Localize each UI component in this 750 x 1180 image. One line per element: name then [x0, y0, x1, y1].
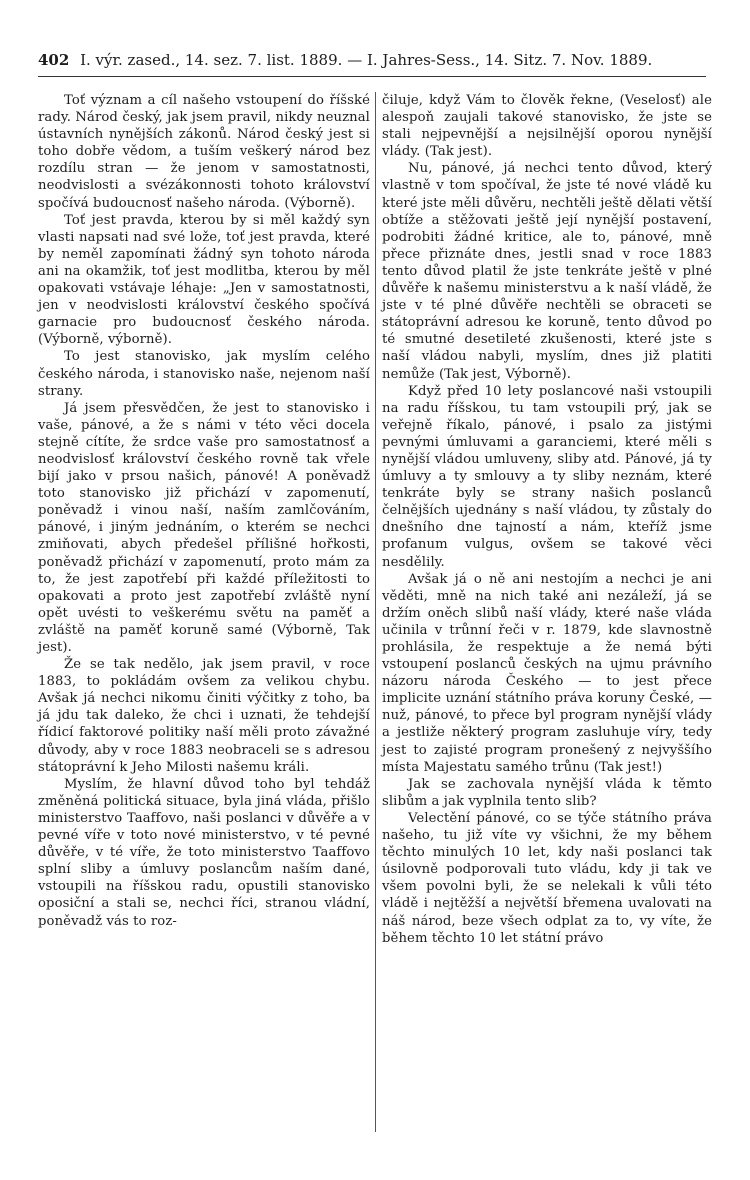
running-header: [38, 48, 706, 72]
paragraph: Že se tak nedělo, jak jsem pravil, v roce 1883, to pokládám ovšem za velikou chybu. Avšak já nechci nikomu činiti výčitky z toho, ba já jdu tak daleko, že chci i uznati, že tehdejší řídicí faktorové politiky naší měli proto závažné důvody, aby v roce 1883 neobraceli se s adresou státoprávní k Jeho Milosti našemu králi.: [38, 657, 370, 775]
paragraph: čiluje, když Vám to člověk řekne, (Veselosť) ale alespoň zaujali takové stanovisko, že jste se stali nejpevnější a nejsilnější oporou nynější vlády. (Tak jest).: [382, 93, 712, 160]
paragraph: Myslím, že hlavní důvod toho byl tehdáž změněná politická situace, byla jiná vláda, přišlo ministerstvo Taaffovo, naši poslanci v důvěře a v pevné víře v toto nové ministerstvo, v té pevné důvěře, v té víře, že toto ministerstvo Taaffovo splní sliby a úmluvy poslancům naším dané, vstoupili na říšskou radu, opustili stanovisko oposiční a stali se, nechci říci, stranou vládní, poněvadž vás to roz-: [38, 776, 370, 929]
header-rule: [38, 76, 706, 77]
paragraph: To jest stanovisko, jak myslím celého českého národa, i stanovisko naše, nejenom naší strany.: [38, 349, 370, 399]
paragraph: Toť význam a cíl našeho vstoupení do říšské rady. Národ český, jak jsem pravil, nikdy neuznal ústavních nynějších zákonů. Národ český jest si toho dobře vědom, a tuším veškerý národ bez rozdílu stran — že jenom v samostatnosti, neodvislosti a svézákonnosti tohoto království spočívá budoucnosť našeho národa. (Výborně).: [38, 93, 370, 211]
paragraph: Jak se zachovala nynější vláda k těmto slibům a jak vyplnila tento slib?: [382, 776, 712, 809]
paragraph: Velectění pánové, co se týče státního práva našeho, tu již víte vy všichni, že my během těchto minulých 10 let, kdy naši poslanci tak úsilovně podporovali tuto vládu, kdy ji tak ve všem povolni byli, že se nelekali k vůli této vládě i nejtěžší a největší břemena uvalovati na náš národ, beze všech odplat za to, vy víte, že během těchto 10 let státní právo: [382, 810, 712, 946]
paragraph: Já jsem přesvědčen, že jest to stanovisko i vaše, pánové, a že s námi v této věci docela stejně cítíte, že srdce vaše pro samostatnosť a neodvislosť království českého rovně tak vřele bijí jako v prsou našich, pánové! A poněvadž toto stanovisko již přichází v zapomenutí, poněvadž i vinou naší, naším zamlčováním, pánové, i jiným jednáním, o kterém se nechci zmiňovati, abych předešel přílišné hořkosti, poněvadž přichází v zapomenutí, proto mám za to, že jest zapotřebí při každé příležitosti to opakovati a proto jest zapotřebí zvláště nyní opět uvésti to veškerému světu na paměť a zvláště na paměť koruně samé (Výborně, Tak jest).: [38, 400, 370, 655]
header-dash: —: [347, 51, 363, 69]
page-number: 402: [38, 51, 70, 69]
header-german-title: I. Jahres-Sess., 14. Sitz. 7. Nov. 1889.: [366, 51, 653, 69]
paragraph: Avšak já o ně ani nestojím a nechci je ani věděti, mně na nich také ani nezáleží, já se držím oněch slibů naší vlády, které naše vláda učinila v trůnní řeči v r. 1879, kde slavnostně prohlásila, že respektuje a že nemá býti vstoupení poslanců českých na ujmu právního názoru národa Českého — to jest přece implicite uznání státního práva koruny České, — nuž, pánové, to přece byl program nynější vlády a jestliže některý program zasluhuje víry, tedy jest to zajisté program pronešený z nejvyššího místa Majestatu samého trůnu (Tak jest!): [382, 571, 712, 775]
header-czech-title: I. výr. zased., 14. sez. 7. list. 1889.: [80, 51, 343, 69]
column-divider: [375, 92, 376, 1132]
left-column: [38, 92, 370, 930]
right-column: [382, 92, 712, 947]
paragraph: Když před 10 lety poslancové naši vstoupili na radu říšskou, tu tam vstoupili prý, jak se veřejně říkalo, pánové, i psalo za jistými pevnými úmluvami a garanciemi, které měli s nynější vládou umluveny, sliby atd. Pánové, já ty úmluvy a ty smlouvy a ty sliby neznám, které tenkráte byly se strany našich poslanců čelnějších ujednány s naší vládou, ty zůstaly do dnešního dne tajností a nám, kteříž jsme profanum vulgus, ovšem se takové věci nesdělily.: [382, 383, 712, 570]
paragraph: Toť jest pravda, kterou by si měl každý syn vlasti napsati nad své lože, toť jest pravda, které by neměl zapomínati žádný syn tohoto národa ani na okamžik, toť jest modlitba, kterou by měl opakovati vstávaje léhaje: „Jen v samostatnosti, jen v neodvislosti království českého spočívá garnacie pro budoucnosť českého národa. (Výborně, výborně).: [38, 212, 370, 348]
paragraph: Nu, pánové, já nechci tento důvod, který vlastně v tom spočíval, že jste té nové vládě ku které jste měli důvěru, nechtěli ještě dělati větší obtíže a stěžovati ještě její nynější postavení, podrobiti žádné kritice, ale to, pánové, mně přece přiznáte dnes, jestli snad v roce 1883 tento důvod platil že jste tenkráte ještě v plné důvěře k našemu ministerstvu a k naší vládě, že jste v té plné důvěře nechtěli se obraceti se státoprávní adresou ke koruně, tento důvod po té smutné desetileté zkušenosti, které jste s naší vládou nabyli, myslím, dnes již platiti nemůže (Tak jest, Výborně).: [382, 161, 712, 382]
